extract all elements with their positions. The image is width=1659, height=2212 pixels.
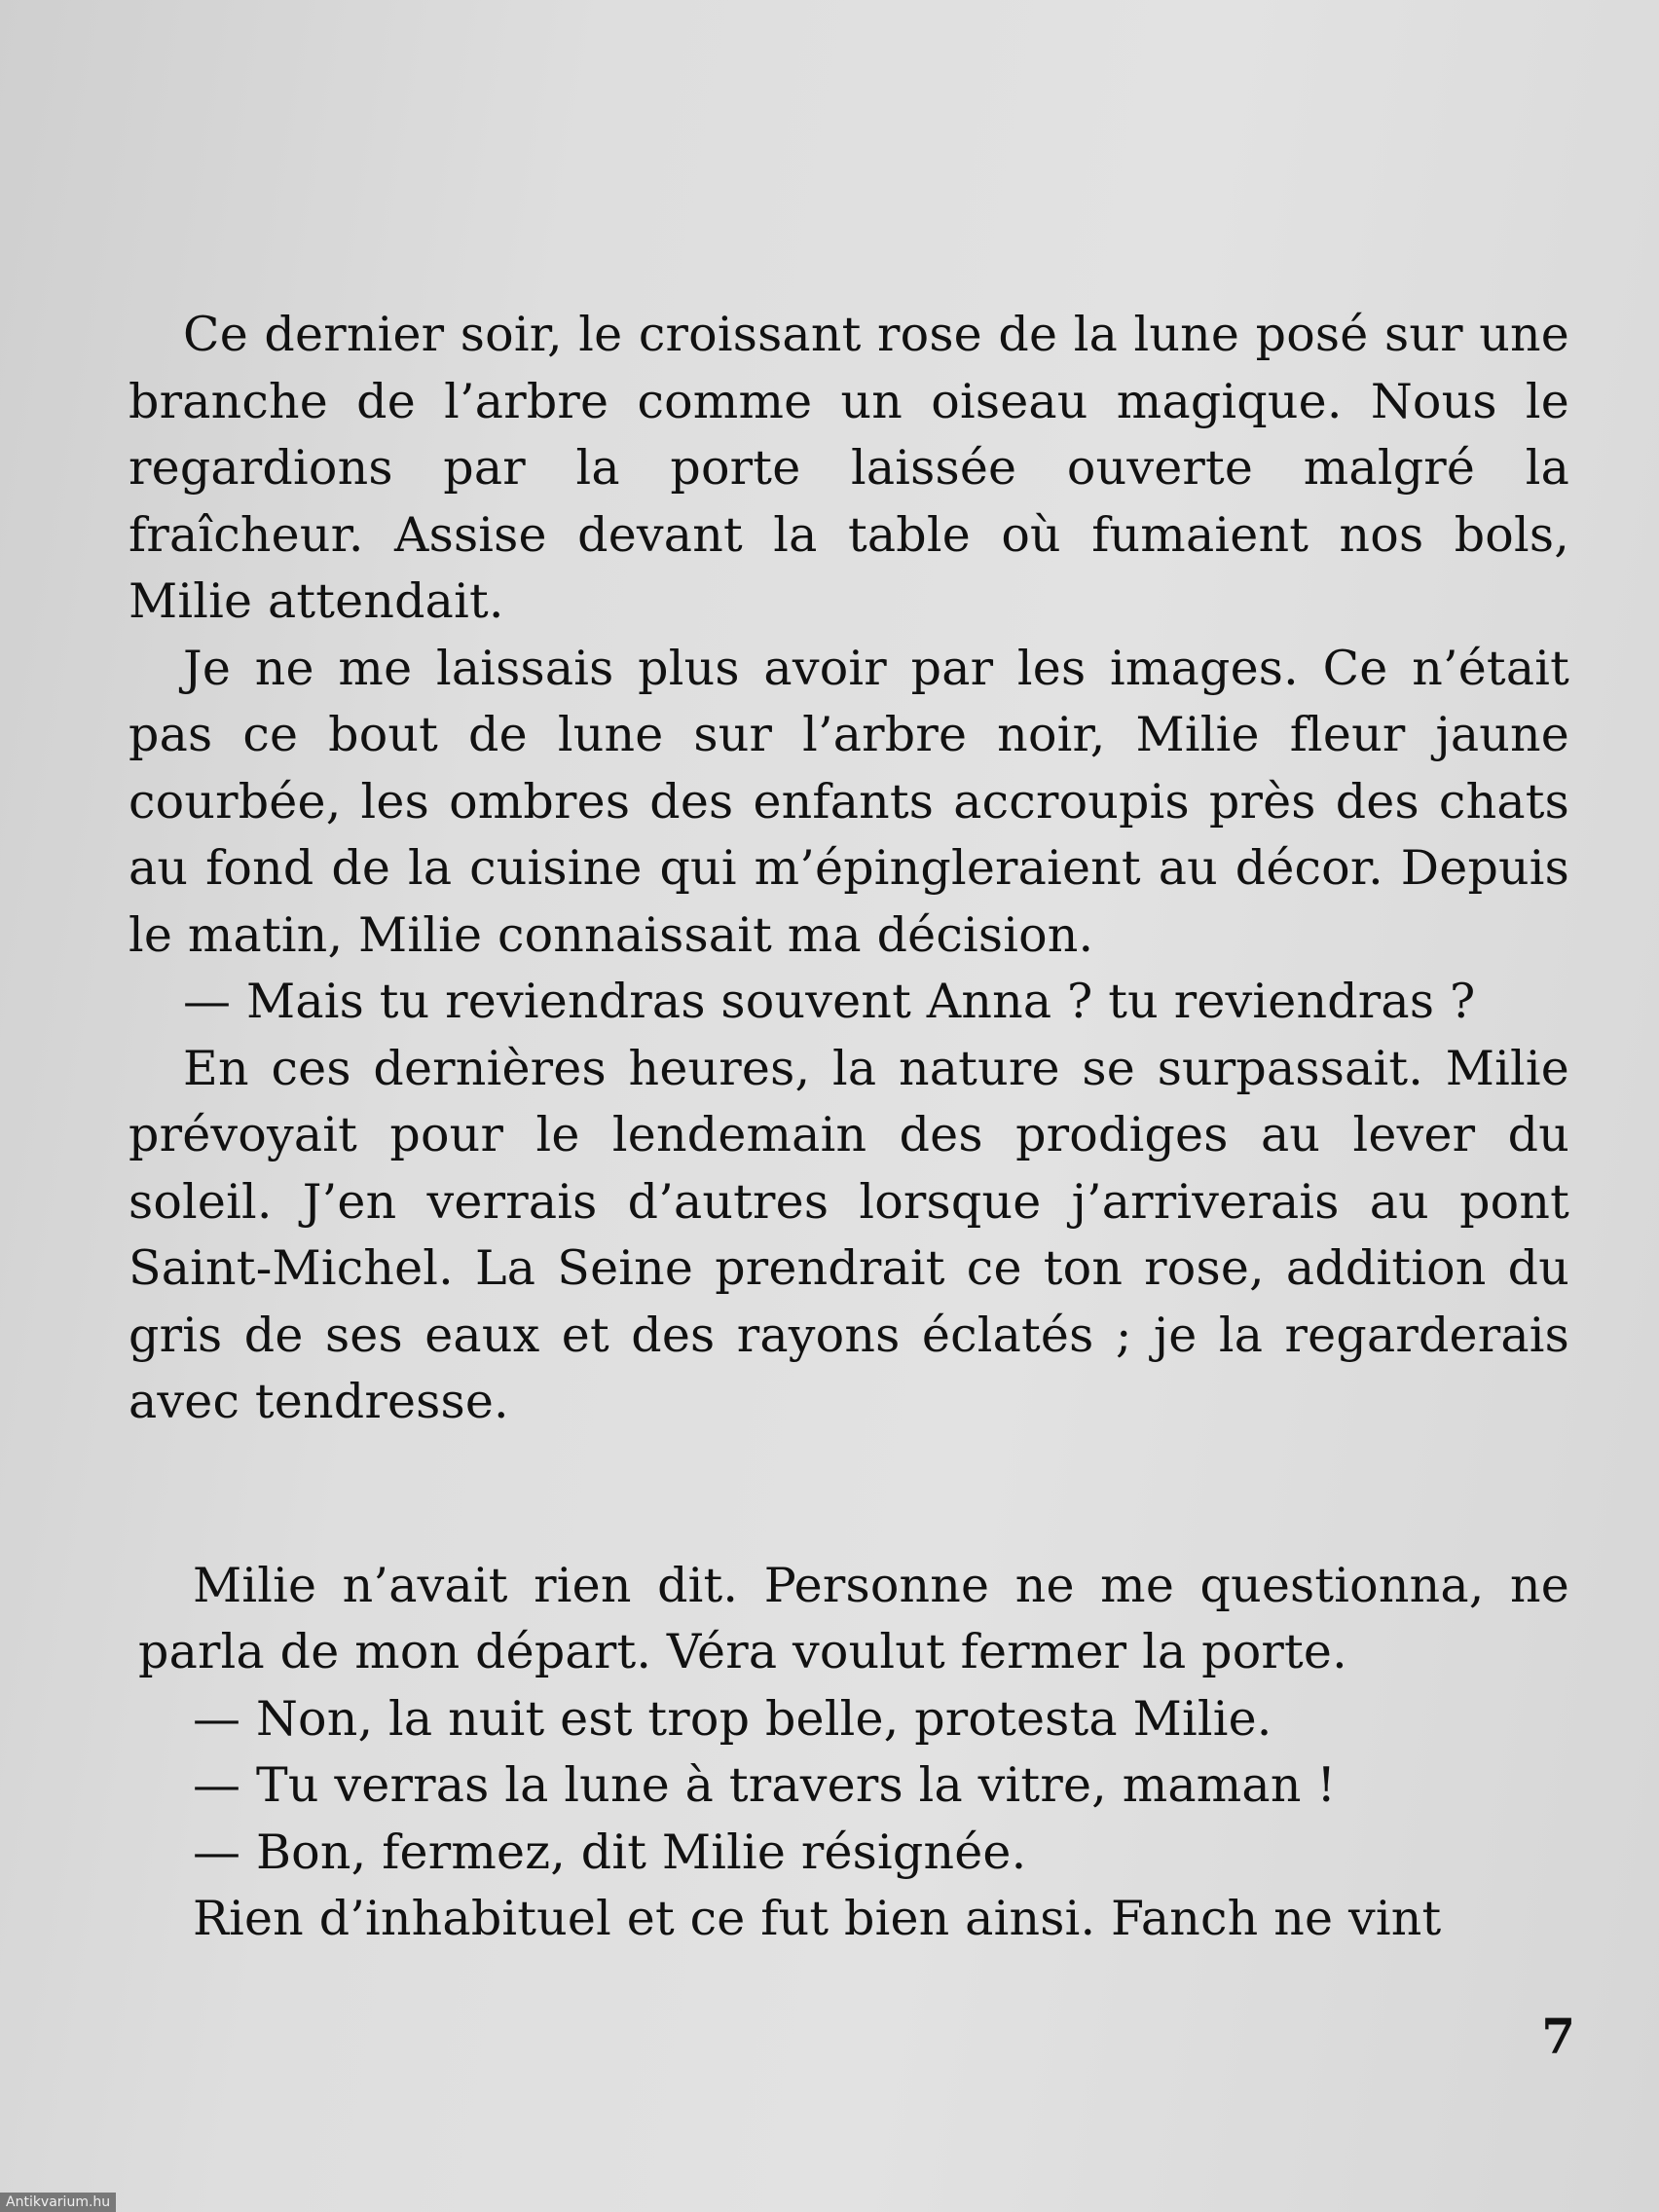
page-number: 7	[1541, 2008, 1575, 2065]
paragraph: En ces dernières heures, la nature se surpassait. Milie prévoyait pour le lendemain des prodiges au lever du soleil. J’en verrais d’autres lorsque j’arriverais au pont Saint-Michel. La Seine prendrait ce ton rose, addition du gris de ses eaux et des rayons éclatés ; je la regarderais avec tendresse.	[129, 1040, 1569, 1429]
paragraph: Rien d’inhabituel et ce fut bien ainsi. Fanch ne vint	[193, 1891, 1442, 1946]
paragraph: Ce dernier soir, le croissant rose de la lune posé sur une branche de l’arbre comme un oiseau magique. Nous le regardions par la porte laissée ouverte malgré la fraîcheur. Assise devant la table où fumaient nos bols, Milie attendait.	[129, 307, 1569, 629]
paragraph: Je ne me laissais plus avoir par les images. Ce n’était pas ce bout de lune sur l’arbre noir, Milie fleur jaune courbée, les ombres des enfants accroupis près des chats au fond de la cuisine qui m’épingleraient au décor. Depuis le matin, Milie connaissait ma décision.	[129, 640, 1569, 963]
dialogue-line: — Tu verras la lune à travers la vitre, maman !	[193, 1757, 1337, 1813]
page-body	[129, 302, 1569, 1953]
watermark: Antikvarium.hu	[0, 2193, 116, 2212]
section-break	[129, 1436, 1569, 1553]
section-2	[129, 1553, 1569, 1953]
dialogue-line: — Bon, fermez, dit Milie résignée.	[193, 1824, 1027, 1880]
paragraph: Milie n’avait rien dit. Personne ne me questionna, ne parla de mon départ. Véra voulut fermer la porte.	[138, 1557, 1569, 1679]
section-1	[129, 302, 1569, 1436]
dialogue-line: — Non, la nuit est trop belle, protesta Milie.	[193, 1690, 1272, 1747]
dialogue-line: — Mais tu reviendras souvent Anna ? tu reviendras ?	[183, 974, 1476, 1029]
